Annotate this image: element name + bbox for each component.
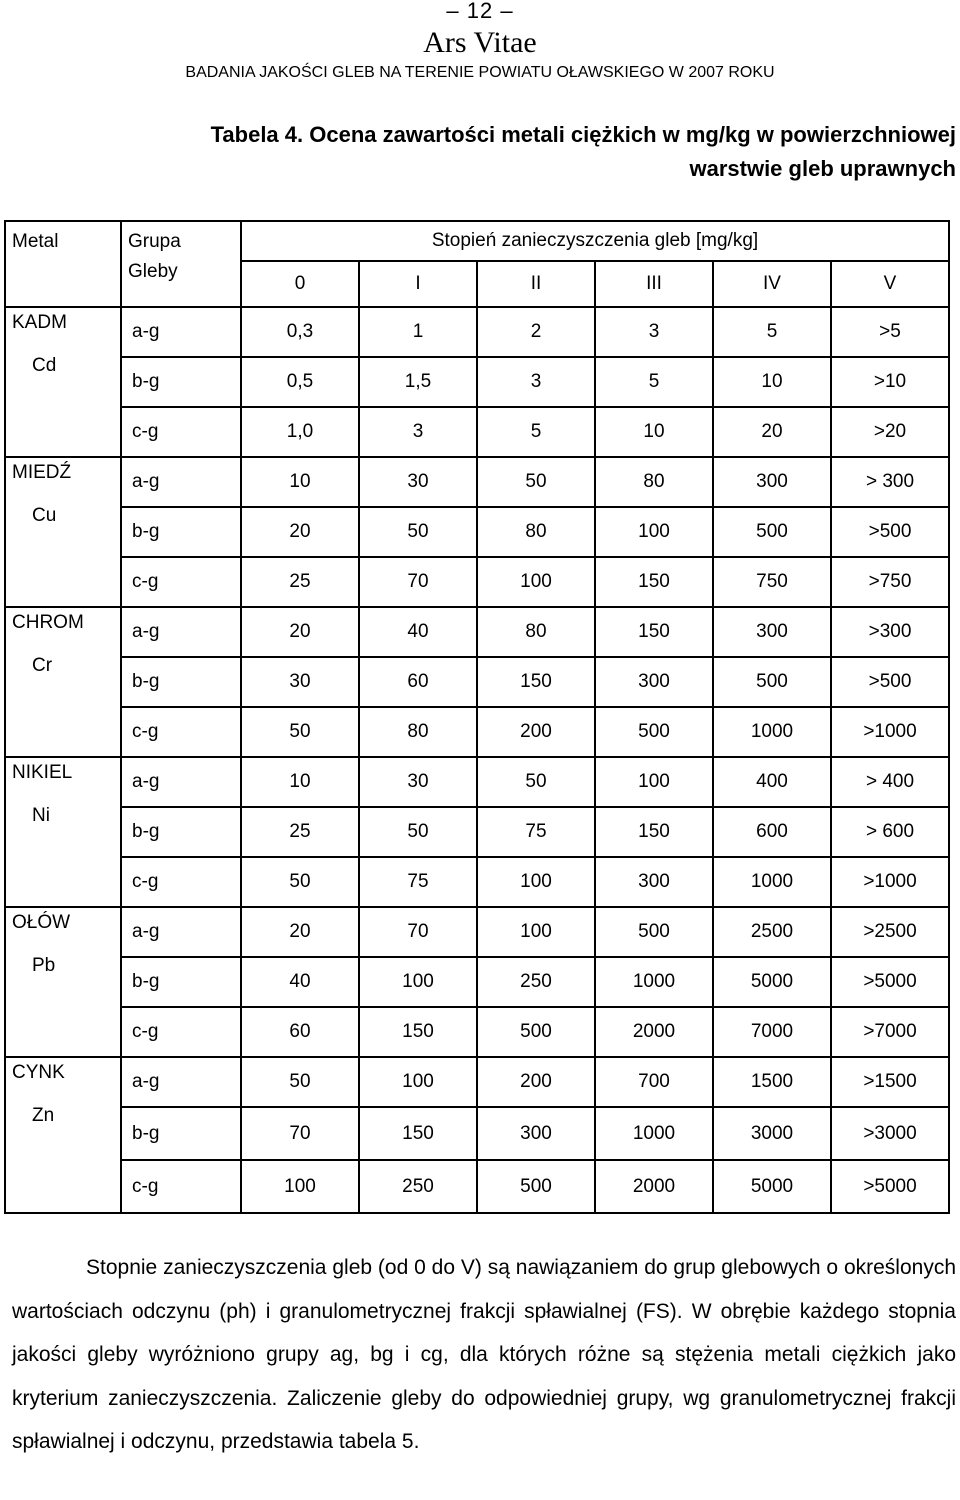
value-cell: 70 [241,1107,359,1160]
header-degree-3: III [595,261,713,307]
value-cell: >20 [831,407,949,457]
value-cell: 0,3 [241,307,359,357]
value-cell: > 600 [831,807,949,857]
soil-group-cell: b-g [121,957,241,1007]
value-cell: >5000 [831,1160,949,1213]
metal-name: OŁÓW [12,912,71,933]
value-cell: 150 [477,657,595,707]
header-group-line-1: Grupa [121,221,241,261]
value-cell: 500 [595,707,713,757]
table-row [5,457,949,507]
value-cell: 1,5 [359,357,477,407]
value-cell: 2500 [713,907,831,957]
value-cell: 0,5 [241,357,359,407]
value-cell: >1000 [831,707,949,757]
value-cell: 60 [359,657,477,707]
description-paragraph: Stopnie zanieczyszczenia gleb (od 0 do V) są nawiązaniem do grup glebowych o określonych wartościach odczynu (ph) i granulometrycznej frakcji spławialnej (FS). W obrębie każdego stopnia jakości gleby wyróżniono grupy ag, bg i cg, dla których różne są stężenia metali ciężkich jako kryterium zanieczyszczenia. Zaliczenie gleby do odpowiedniej grupy, wg granulometrycznej frakcji spławialnej i odczynu, przedstawia tabela 5. [12,1256,956,1453]
value-cell: 75 [477,807,595,857]
table-row [5,1057,949,1107]
metal-name: CHROM [12,612,84,633]
table-row [5,307,949,357]
soil-group-cell: c-g [121,707,241,757]
value-cell: 5 [477,407,595,457]
metal-cell [5,1057,121,1213]
value-cell: > 300 [831,457,949,507]
table-row [5,957,949,1007]
value-cell: 100 [595,757,713,807]
value-cell: 1000 [595,957,713,1007]
metals-table [4,220,950,1214]
soil-group-cell: a-g [121,757,241,807]
value-cell: 2000 [595,1007,713,1057]
value-cell: 300 [713,457,831,507]
table-row [5,607,949,657]
value-cell: 1500 [713,1057,831,1107]
value-cell: 100 [477,857,595,907]
table-row [5,1160,949,1213]
value-cell: 750 [713,557,831,607]
value-cell: 50 [477,757,595,807]
soil-group-cell: b-g [121,507,241,557]
value-cell: 150 [595,557,713,607]
header-degree: Stopień zanieczyszczenia gleb [mg/kg] [241,221,949,261]
value-cell: >500 [831,657,949,707]
value-cell: 50 [359,507,477,557]
metal-cell [5,907,121,1057]
value-cell: 5000 [713,1160,831,1213]
value-cell: > 400 [831,757,949,807]
metal-symbol: Ni [32,805,50,826]
soil-group-cell: c-g [121,1160,241,1213]
value-cell: 3 [359,407,477,457]
header-degree-2: II [477,261,595,307]
soil-group-cell: c-g [121,1007,241,1057]
value-cell: 500 [713,657,831,707]
value-cell: 400 [713,757,831,807]
value-cell: 30 [359,457,477,507]
soil-group-cell: c-g [121,557,241,607]
value-cell: >2500 [831,907,949,957]
value-cell: 300 [477,1107,595,1160]
soil-group-cell: b-g [121,357,241,407]
value-cell: 100 [477,557,595,607]
value-cell: 40 [359,607,477,657]
value-cell: 80 [477,507,595,557]
value-cell: 500 [477,1007,595,1057]
value-cell: 25 [241,807,359,857]
value-cell: >750 [831,557,949,607]
value-cell: 70 [359,557,477,607]
value-cell: 150 [359,1107,477,1160]
metal-symbol: Zn [32,1105,55,1126]
soil-group-cell: a-g [121,1057,241,1107]
value-cell: 60 [241,1007,359,1057]
value-cell: 20 [241,907,359,957]
value-cell: 200 [477,707,595,757]
value-cell: 100 [359,1057,477,1107]
value-cell: 150 [359,1007,477,1057]
value-cell: 7000 [713,1007,831,1057]
value-cell: 3 [595,307,713,357]
soil-group-cell: c-g [121,857,241,907]
value-cell: 2000 [595,1160,713,1213]
soil-group-cell: a-g [121,907,241,957]
value-cell: 1,0 [241,407,359,457]
value-cell: 80 [477,607,595,657]
value-cell: 40 [241,957,359,1007]
value-cell: 700 [595,1057,713,1107]
value-cell: 3 [477,357,595,407]
header-subtitle: BADANIA JAKOŚCI GLEB NA TERENIE POWIATU OŁAWSKIEGO W 2007 ROKU [185,64,775,81]
value-cell: 20 [241,607,359,657]
value-cell: 50 [359,807,477,857]
header-group-line-2: Gleby [121,261,241,307]
table-row [5,707,949,757]
value-cell: >500 [831,507,949,557]
value-cell: 500 [713,507,831,557]
value-cell: >5000 [831,957,949,1007]
value-cell: 300 [595,857,713,907]
table-row [5,757,949,807]
metal-symbol: Cu [32,505,57,526]
soil-group-cell: b-g [121,657,241,707]
value-cell: 75 [359,857,477,907]
table-row [5,807,949,857]
value-cell: 20 [241,507,359,557]
value-cell: 5000 [713,957,831,1007]
value-cell: 5 [595,357,713,407]
value-cell: 10 [595,407,713,457]
metal-cell [5,757,121,907]
value-cell: 30 [359,757,477,807]
soil-group-cell: a-g [121,457,241,507]
value-cell: 1 [359,307,477,357]
value-cell: >1500 [831,1057,949,1107]
value-cell: 200 [477,1057,595,1107]
value-cell: >300 [831,607,949,657]
value-cell: >5 [831,307,949,357]
value-cell: 100 [359,957,477,1007]
value-cell: 2 [477,307,595,357]
metal-symbol: Cd [32,355,57,376]
table-row [5,657,949,707]
table-row [5,1007,949,1057]
metal-symbol: Pb [32,955,56,976]
metal-name: CYNK [12,1062,65,1083]
metal-cell [5,607,121,757]
metal-name: KADM [12,312,67,333]
table-row [5,507,949,557]
value-cell: >1000 [831,857,949,907]
value-cell: 1000 [713,857,831,907]
metal-cell [5,307,121,457]
value-cell: 10 [241,757,359,807]
soil-group-cell: b-g [121,807,241,857]
header-row-2 [5,261,949,307]
metal-name: MIEDŹ [12,462,72,483]
table-row [5,357,949,407]
value-cell: 70 [359,907,477,957]
value-cell: >10 [831,357,949,407]
header-metal: Metal [5,221,121,261]
header-row-1 [5,221,949,261]
table-row [5,857,949,907]
table-row [5,407,949,457]
metal-name: NIKIEL [12,762,73,783]
value-cell: 150 [595,807,713,857]
value-cell: >7000 [831,1007,949,1057]
value-cell: 250 [477,957,595,1007]
header-degree-1: I [359,261,477,307]
value-cell: 100 [241,1160,359,1213]
metal-cell [5,457,121,607]
page-number: – 12 – [446,0,514,23]
value-cell: 80 [359,707,477,757]
value-cell: 100 [595,507,713,557]
value-cell: 30 [241,657,359,707]
value-cell: 600 [713,807,831,857]
value-cell: 500 [477,1160,595,1213]
soil-group-cell: a-g [121,307,241,357]
table-row [5,907,949,957]
value-cell: >3000 [831,1107,949,1160]
value-cell: 20 [713,407,831,457]
caption-line-2: warstwie gleb uprawnych [689,156,956,181]
soil-group-cell: a-g [121,607,241,657]
value-cell: 80 [595,457,713,507]
value-cell: 300 [595,657,713,707]
value-cell: 25 [241,557,359,607]
value-cell: 150 [595,607,713,657]
value-cell: 50 [241,857,359,907]
soil-group-cell: b-g [121,1107,241,1160]
table-row [5,557,949,607]
header-degree-0: 0 [241,261,359,307]
value-cell: 50 [241,1057,359,1107]
value-cell: 250 [359,1160,477,1213]
value-cell: 100 [477,907,595,957]
header-degree-4: IV [713,261,831,307]
caption-line-1: Tabela 4. Ocena zawartości metali ciężkich w mg/kg w powierzchniowej [210,122,956,147]
value-cell: 1000 [595,1107,713,1160]
journal-title: Ars Vitae [423,26,537,59]
value-cell: 10 [241,457,359,507]
soil-group-cell: c-g [121,407,241,457]
value-cell: 3000 [713,1107,831,1160]
value-cell: 50 [241,707,359,757]
value-cell: 10 [713,357,831,407]
value-cell: 500 [595,907,713,957]
header-degree-5: V [831,261,949,307]
table-caption [56,118,956,186]
value-cell: 300 [713,607,831,657]
value-cell: 5 [713,307,831,357]
value-cell: 1000 [713,707,831,757]
metal-symbol: Cr [32,655,53,676]
header-metal-empty [5,261,121,307]
metals-table-body [5,221,949,1213]
table-row [5,1107,949,1160]
value-cell: 50 [477,457,595,507]
